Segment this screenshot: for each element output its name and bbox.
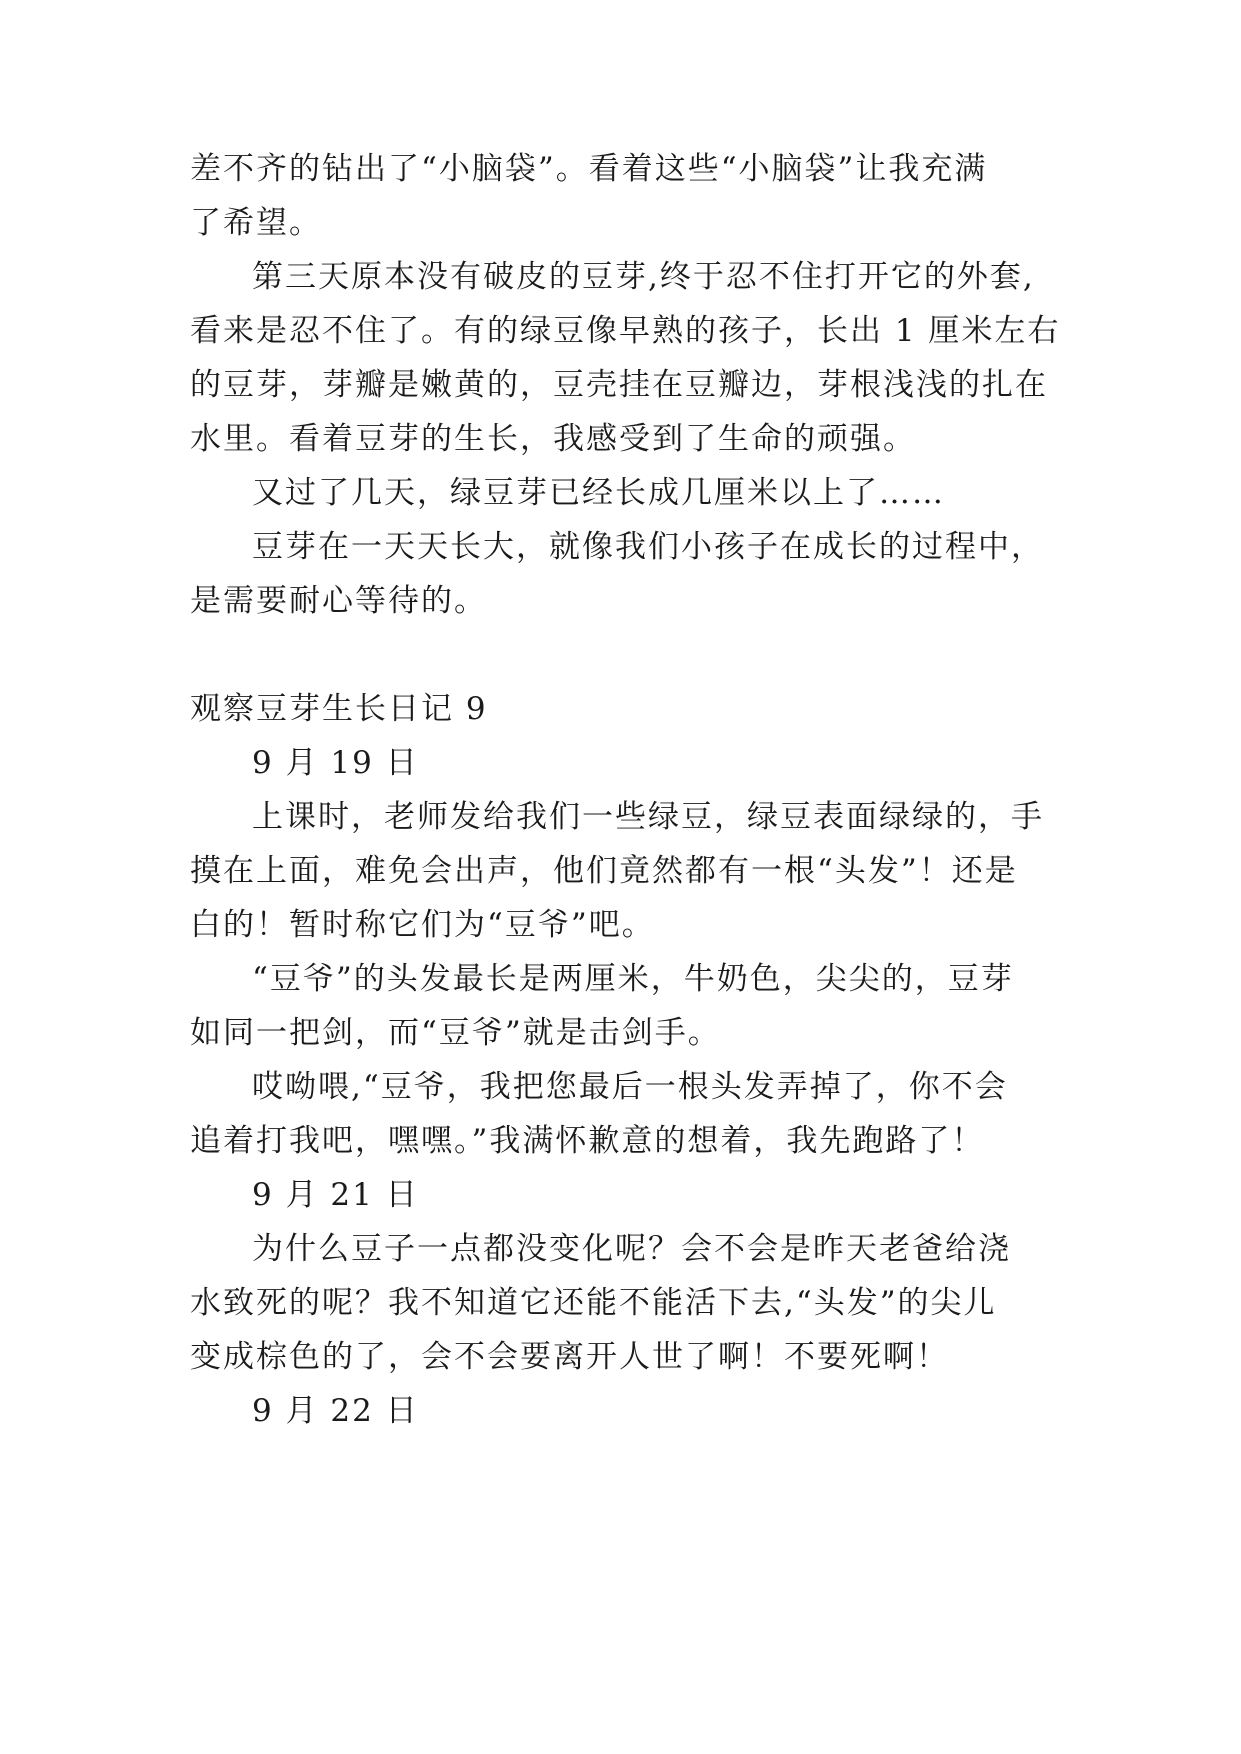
paragraph-line: 如同一把剑，而“豆爷”就是击剑手。 [190,1015,721,1051]
section-title: 观察豆芽生长日记 9 [190,691,488,727]
paragraph-line: 看来是忍不住了。有的绿豆像早熟的孩子，长出 1 厘米左右 [190,313,1061,349]
paragraph-line: “豆爷”的头发最长是两厘米，牛奶色，尖尖的，豆芽 [252,961,1014,997]
paragraph-line: 为什么豆子一点都没变化呢？会不会是昨天老爸给浇 [252,1231,1011,1267]
paragraph-line: 摸在上面，难免会出声，他们竟然都有一根“头发”！还是 [190,853,1018,889]
paragraph-line: 了希望。 [190,205,322,241]
paragraph-line: 白的！暂时称它们为“豆爷”吧。 [190,907,655,943]
paragraph-line: 变成棕色的了，会不会要离开人世了啊！不要死啊！ [190,1339,949,1375]
paragraph-line: 第三天原本没有破皮的豆芽,终于忍不住打开它的外套, [252,259,1035,295]
paragraph-line: 又过了几天，绿豆芽已经长成几厘米以上了…… [252,475,945,511]
paragraph-line: 差不齐的钻出了“小脑袋”。看着这些“小脑袋”让我充满 [190,151,988,187]
paragraph-line: 豆芽在一天天长大，就像我们小孩子在成长的过程中， [252,529,1044,565]
paragraph-line: 的豆芽，芽瓣是嫩黄的，豆壳挂在豆瓣边，芽根浅浅的扎在 [190,367,1048,403]
paragraph-line: 哎呦喂,“豆爷，我把您最后一根头发弄掉了，你不会 [252,1069,1008,1105]
paragraph-line: 追着打我吧，嘿嘿。”我满怀歉意的想着，我先跑路了！ [190,1123,985,1159]
date-heading: 9 月 22 日 [252,1393,419,1429]
date-heading: 9 月 21 日 [252,1177,419,1213]
paragraph-line: 水里。看着豆芽的生长，我感受到了生命的顽强。 [190,421,916,457]
date-heading: 9 月 19 日 [252,745,419,781]
paragraph-line: 是需要耐心等待的。 [190,583,487,619]
paragraph-line: 上课时，老师发给我们一些绿豆，绿豆表面绿绿的，手 [252,799,1044,835]
paragraph-line: 水致死的呢？我不知道它还能不能活下去,“头发”的尖儿 [190,1285,997,1321]
